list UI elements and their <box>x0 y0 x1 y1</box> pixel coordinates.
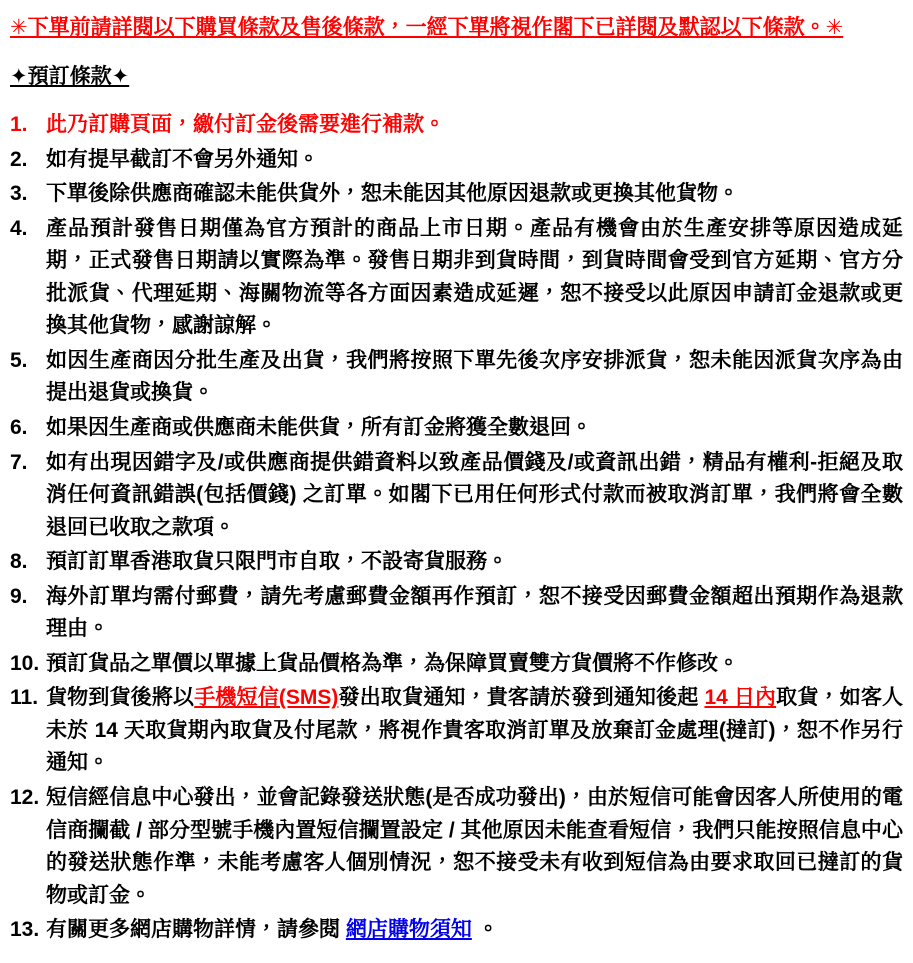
term-number: 13. <box>10 918 40 942</box>
term-text-run: 有關更多網店購物詳情，請參閱 <box>46 918 346 942</box>
term-text-run: 預訂訂單香港取貨只限門市自取，不設寄貨服務。 <box>46 550 508 574</box>
term-item <box>10 109 903 142</box>
term-item <box>10 782 903 912</box>
term-text-run: 如有提早截訂不會另外通知。 <box>46 147 319 171</box>
highlighted-text: 14 日內 <box>704 686 777 710</box>
term-number: 3. <box>10 182 28 206</box>
term-text <box>46 345 903 410</box>
term-text <box>46 178 903 211</box>
term-text-run: 短信經信息中心發出，並會記錄發送狀態(是否成功發出)，由於短信可能會因客人所使用的電信商攔截 / 部分型號手機內置短信攔置設定 / 其他原因未能查看短信，我們只能按照信息中心的發送狀態作準，未能考慮客人個別情況，恕不接受未有收到短信為由要求取回已撻訂的貨物或訂金。 <box>46 786 903 907</box>
term-text-run: 海外訂單均需付郵費，請先考慮郵費金額再作預訂，恕不接受因郵費金額超出預期作為退款理由。 <box>46 584 903 641</box>
term-text <box>46 144 903 177</box>
term-text-run: 預訂貨品之單價以單據上貨品價格為準，為保障買賣雙方貨價將不作修改。 <box>46 651 739 675</box>
term-text-run: 下單後除供應商確認未能供貨外，恕未能因其他原因退款或更換其他貨物。 <box>46 182 739 206</box>
term-item <box>10 648 903 681</box>
term-item <box>10 914 903 947</box>
term-number: 5. <box>10 348 28 372</box>
term-text <box>46 109 903 142</box>
term-text-run: 此乃訂購頁面，繳付訂金後需要進行補款。 <box>46 113 445 137</box>
term-text-run: 發出取貨通知，貴客請於發到通知後起 <box>338 686 705 710</box>
term-text-run: 如有出現因錯字及/或供應商提供錯資料以致產品價錢及/或資訊出錯，精品有權利-拒絕及取消任何資訊錯誤(包括價錢) 之訂單。如閣下已用任何形式付款而被取消訂單，我們將會全數退回已收取之款項。 <box>46 450 903 539</box>
term-number: 9. <box>10 584 28 608</box>
term-number: 2. <box>10 147 28 171</box>
term-item <box>10 682 903 780</box>
term-text-run: 如果因生產商或供應商未能供貨，所有訂金將獲全數退回。 <box>46 416 592 440</box>
term-text-run: 產品預計發售日期僅為官方預計的商品上市日期。產品有機會由於生產安排等原因造成延期，正式發售日期請以實際為準。發售日期非到貨時間，到貨時間會受到官方延期、官方分批派貨、代理延期、海關物流等各方面因素造成延遲，恕不接受以此原因申請訂金退款或更換其他貨物，感謝諒解。 <box>46 216 903 338</box>
term-text-run: 。 <box>471 918 499 942</box>
term-text <box>46 914 903 947</box>
term-item <box>10 144 903 177</box>
term-text <box>46 782 903 912</box>
terms-list <box>10 109 903 947</box>
document-title: ✳下單前請詳閱以下購買條款及售後條款，一經下單將視作閣下已詳閱及默認以下條款。✳ <box>10 16 844 39</box>
term-number: 6. <box>10 416 28 440</box>
term-number: 11. <box>10 686 39 710</box>
term-number: 8. <box>10 550 28 574</box>
term-item <box>10 345 903 410</box>
term-text-run: 如因生產商因分批生產及出貨，我們將按照下單先後次序安排派貨，恕未能因派貨次序為由提出退貨或換貨。 <box>46 348 903 405</box>
term-text <box>46 581 903 646</box>
highlighted-text: 手機短信(SMS) <box>194 686 339 710</box>
term-text-run: 貨物到貨後將以 <box>46 686 195 710</box>
term-text-run: 取貨，如客人未於 14 天取貨期內取貨及付尾款，將視作貴客取消訂單及放棄訂金處理(撻訂)，恕不作另行通知。 <box>46 686 904 775</box>
term-text <box>46 682 903 780</box>
term-number: 12. <box>10 786 40 810</box>
term-text <box>46 213 903 343</box>
term-text <box>46 412 903 445</box>
term-item <box>10 581 903 646</box>
section-heading-preorder-terms: ✦預訂條款✦ <box>10 64 130 88</box>
purchase-terms-document <box>10 12 903 947</box>
term-number: 10. <box>10 651 40 675</box>
shop-guide-link[interactable]: 網店購物須知 <box>345 918 472 942</box>
term-item <box>10 213 903 343</box>
term-text <box>46 546 903 579</box>
term-text <box>46 447 903 545</box>
term-number: 4. <box>10 216 28 240</box>
term-item <box>10 412 903 445</box>
term-item <box>10 447 903 545</box>
term-number: 7. <box>10 450 28 474</box>
term-item <box>10 178 903 211</box>
term-number: 1. <box>10 113 28 137</box>
term-text <box>46 648 903 681</box>
term-item <box>10 546 903 579</box>
